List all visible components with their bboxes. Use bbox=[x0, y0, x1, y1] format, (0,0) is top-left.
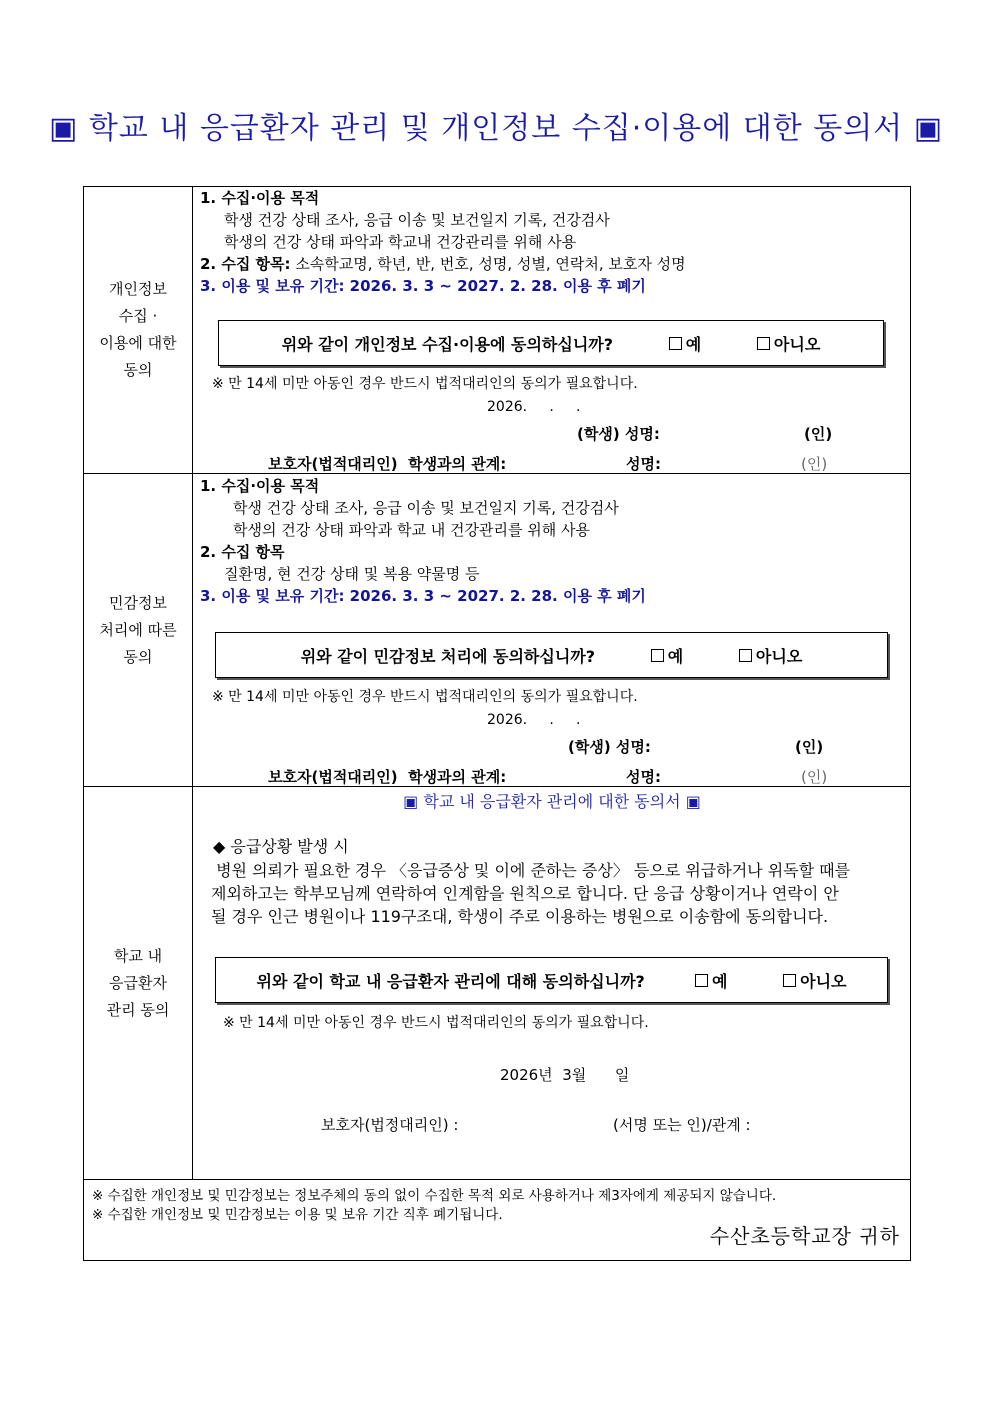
guardian-relation-label: 보호자(법적대리인) 학생과의 관계: bbox=[268, 768, 507, 786]
footer-notice: ※ 수집한 개인정보 및 민감정보는 정보주체의 동의 없이 수집한 목적 외로 사용하거나 제3자에게 제공되지 않습니다. bbox=[92, 1188, 777, 1204]
consent-question: 위와 같이 민감정보 처리에 동의하십니까? bbox=[300, 646, 596, 666]
consent-question: 위와 같이 학교 내 응급환자 관리에 대해 동의하십니까? bbox=[256, 971, 645, 991]
label-line: 이용에 대한 bbox=[99, 334, 177, 352]
emergency-paragraph-line: 병원 의뢰가 필요한 경우 〈응급증상 및 이에 준하는 증상〉 등으로 위급하거나 위독할 때를 bbox=[211, 861, 851, 880]
label-line: 수집 · bbox=[118, 307, 158, 325]
document-title: ▣ 학교 내 응급환자 관리 및 개인정보 수집·이용에 대한 동의서 ▣ bbox=[48, 111, 944, 146]
date-line: 2026. . . bbox=[487, 712, 581, 728]
consent-question-box bbox=[215, 957, 888, 1003]
recipient: 수산초등학교장 귀하 bbox=[709, 1224, 900, 1248]
section-label-personal bbox=[84, 187, 193, 474]
purpose-line: 학생의 건강 상태 파악과 학교내 건강관리를 위해 사용 bbox=[224, 233, 577, 251]
no-label: 아니오 bbox=[800, 971, 847, 991]
label-line: 개인정보 bbox=[109, 280, 167, 298]
purpose-heading: 1. 수집·이용 목적 bbox=[200, 189, 320, 207]
purpose-heading: 1. 수집·이용 목적 bbox=[200, 477, 320, 495]
no-label: 아니오 bbox=[773, 334, 821, 354]
no-checkbox[interactable] bbox=[757, 337, 770, 350]
label-line: 처리에 따른 bbox=[99, 620, 177, 639]
items-line: 2. 수집 항목: 소속학교명, 학년, 반, 번호, 성명, 성별, 연락처, 보호자 성명 bbox=[200, 255, 686, 273]
purpose-line: 학생 건강 상태 조사, 응급 이송 및 보건일지 기록, 건강검사 bbox=[233, 499, 619, 517]
emergency-paragraph-line: 제외하고는 학부모님께 연락하여 인계함을 원칙으로 합니다. 단 응급 상황이거나 연락이 안 bbox=[211, 884, 839, 903]
date-line: 2026. . . bbox=[487, 399, 581, 415]
retention-period: 3. 이용 및 보유 기간: 2026. 3. 3 ~ 2027. 2. 28. 이용 후 폐기 bbox=[200, 277, 646, 295]
label-line: 응급환자 bbox=[109, 973, 167, 992]
emergency-heading: ▣ 학교 내 응급환자 관리에 대한 동의서 ▣ bbox=[403, 792, 701, 811]
yes-label: 예 bbox=[667, 646, 684, 666]
yes-checkbox[interactable] bbox=[695, 974, 708, 987]
label-line: 동의 bbox=[123, 647, 153, 666]
purpose-line: 학생 건강 상태 조사, 응급 이송 및 보건일지 기록, 건강검사 bbox=[224, 211, 610, 229]
section-label-sensitive bbox=[84, 474, 193, 787]
age-notice: ※ 만 14세 미만 아동인 경우 반드시 법적대리인의 동의가 필요합니다. bbox=[212, 376, 638, 392]
guardian-name-label: 성명: bbox=[626, 768, 661, 786]
student-sign-label: (학생) 성명: bbox=[577, 425, 660, 443]
section-emergency bbox=[84, 787, 911, 1180]
section-sensitive-info bbox=[84, 474, 911, 787]
emergency-bullet: ◆ 응급상황 발생 시 bbox=[213, 837, 349, 856]
footer-notice: ※ 수집한 개인정보 및 민감정보는 이용 및 보유 기간 직후 폐기됩니다. bbox=[92, 1207, 503, 1223]
label-line: 관리 동의 bbox=[106, 1000, 170, 1019]
no-checkbox[interactable] bbox=[783, 974, 796, 987]
yes-checkbox[interactable] bbox=[669, 337, 682, 350]
student-sign-label: (학생) 성명: bbox=[568, 738, 651, 756]
guardian-label: 보호자(법정대리인) : bbox=[321, 1116, 459, 1134]
no-checkbox[interactable] bbox=[739, 649, 752, 662]
consent-table bbox=[83, 186, 911, 1261]
retention-period: 3. 이용 및 보유 기간: 2026. 3. 3 ~ 2027. 2. 28. 이용 후 폐기 bbox=[200, 587, 646, 605]
consent-question-box bbox=[218, 320, 884, 366]
purpose-line: 학생의 건강 상태 파악과 학교 내 건강관리를 위해 사용 bbox=[233, 521, 590, 539]
label-line: 동의 bbox=[123, 361, 153, 379]
yes-label: 예 bbox=[711, 971, 728, 991]
age-notice: ※ 만 14세 미만 아동인 경우 반드시 법적대리인의 동의가 필요합니다. bbox=[223, 1015, 649, 1031]
guardian-name-label: 성명: bbox=[626, 455, 661, 473]
age-notice: ※ 만 14세 미만 아동인 경우 반드시 법적대리인의 동의가 필요합니다. bbox=[212, 689, 638, 705]
signature-label: (서명 또는 인)/관계 : bbox=[613, 1116, 751, 1134]
consent-question: 위와 같이 개인정보 수집·이용에 동의하십니까? bbox=[281, 334, 614, 354]
label-line: 민감정보 bbox=[109, 593, 167, 612]
guardian-seal: (인) bbox=[801, 768, 828, 786]
date-line: 2026년 3월 일 bbox=[500, 1066, 630, 1084]
guardian-relation-label: 보호자(법적대리인) 학생과의 관계: bbox=[268, 455, 507, 473]
emergency-paragraph-line: 될 경우 인근 병원이나 119구조대, 학생이 주로 이용하는 병원으로 이송함에 동의합니다. bbox=[211, 907, 829, 926]
yes-label: 예 bbox=[685, 334, 702, 354]
section-personal-info bbox=[84, 187, 911, 474]
guardian-seal: (인) bbox=[801, 455, 828, 473]
no-label: 아니오 bbox=[755, 646, 803, 666]
student-seal: (인) bbox=[795, 738, 824, 756]
section-label-emergency bbox=[84, 787, 193, 1180]
student-seal: (인) bbox=[804, 425, 833, 443]
footer-row bbox=[84, 1180, 911, 1261]
consent-question-box bbox=[215, 632, 888, 678]
items-line: 질환명, 현 건강 상태 및 복용 약물명 등 bbox=[224, 565, 480, 583]
items-heading: 2. 수집 항목 bbox=[200, 543, 285, 561]
yes-checkbox[interactable] bbox=[651, 649, 664, 662]
label-line: 학교 내 bbox=[113, 946, 163, 965]
